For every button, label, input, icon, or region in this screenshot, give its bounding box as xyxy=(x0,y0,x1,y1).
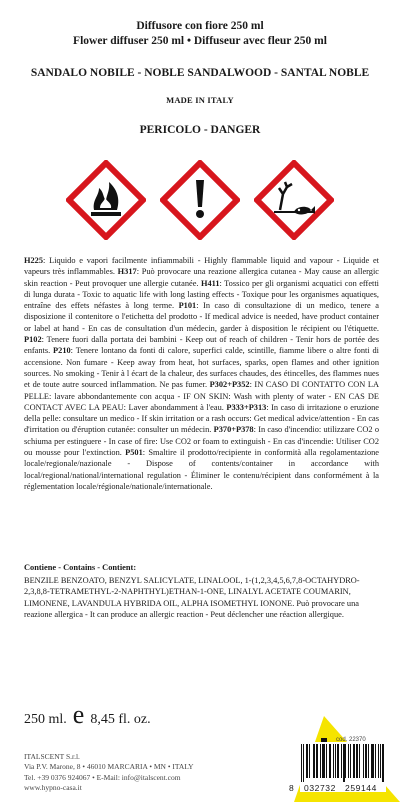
barcode-bar xyxy=(323,744,324,778)
statement-code: P333+P313 xyxy=(226,402,267,412)
barcode-bar xyxy=(363,744,364,778)
barcode-bar xyxy=(353,744,354,778)
estimated-sign-icon: e xyxy=(72,700,85,729)
statement-text: : In caso di consultazione di un medico, tenere a disposizione il contenitore o l'etichetta del prodotto - If medical advice is needed, have product container or label at hand - En cas de consultation d'un médecin, garder à disposition le récipient ou l'étiquette. xyxy=(24,301,379,333)
barcode-bar xyxy=(329,744,330,778)
barcode-bar xyxy=(337,744,338,778)
barcode-bar xyxy=(365,744,366,778)
barcode-bar xyxy=(341,744,342,778)
barcode-digit-first: 8 xyxy=(289,783,294,793)
statement-code: P302+P352 xyxy=(209,380,250,390)
statement-code: P210 xyxy=(53,346,71,356)
barcode-bar xyxy=(350,744,351,778)
barcode-bar xyxy=(382,744,383,782)
statement-code: P102 xyxy=(24,335,42,345)
statement-text: : In caso di irritazione o eruzione della pelle: consultare un medico - If skin irritation or a rash occurs: Get medical advice/attention - En cas d'irritation ou d'éruption cutanée: consulter un médecin. xyxy=(24,402,380,435)
statement-text: : Tenere fuori dalla portata dei bambini - Keep out of reach of children - Tenir hors de portée des enfants. xyxy=(24,335,379,356)
company-contact: Tel. +39 0376 924067 • E-Mail: info@italscent.com xyxy=(24,772,181,782)
barcode-bar xyxy=(345,744,346,778)
barcode-bar xyxy=(368,744,369,778)
barcode-bar xyxy=(380,744,381,778)
hazard-statements xyxy=(24,255,379,492)
statement-text: : IN CASO DI CONTATTO CON LA PELLE: lavare abbondantemente con acqua - IF ON SKIN: Wash with plenty of water - EN CAS DE CONTACT AVEC LA PEAU: Laver abondamment à l'eau. xyxy=(24,380,379,412)
company-name: ITALSCENT S.r.l. xyxy=(24,752,80,761)
barcode-bar xyxy=(359,744,360,778)
statement-text: : Tenere lontano da fonti di calore, superfici calde, scintille, fiamme libere o altre fonti di accensione. Non fumare - Keep away from heat, hot surfaces, sparks, open flames and other ignition sources. No smoking - Tenir à l écart de la chaleur, des surfaces chaudes, des étincelles, des flammes nues et de toute autre sourced inflammation. Ne pas fumer. xyxy=(24,346,379,390)
barcode-bar xyxy=(324,744,325,778)
barcode-bar xyxy=(330,744,331,778)
volume-imperial: 8,45 fl. oz. xyxy=(90,712,151,727)
barcode-bar xyxy=(313,744,314,778)
statement-code: H411 xyxy=(200,278,220,288)
statement-code: P501 xyxy=(125,448,143,458)
barcode-bar xyxy=(354,744,355,778)
exclamation-icon xyxy=(160,160,240,240)
statement-text: : Tossico per gli organismi acquatici con effetti di lunga durata - Toxic to aquatic life with long lasting effects - Toxique pour les organismes aquatiques, entraîne des effets néfastes à long terme. xyxy=(24,278,379,311)
barcode-bar xyxy=(383,744,384,782)
barcode-bar xyxy=(356,744,357,778)
barcode-bar xyxy=(322,744,323,778)
barcode-bar xyxy=(320,744,321,778)
volume-line xyxy=(24,702,151,728)
title-multilingual: Flower diffuser 250 ml • Diffuseur avec fleur 250 ml xyxy=(73,35,327,47)
volume-metric: 250 ml. xyxy=(24,712,67,727)
barcode-bar xyxy=(314,744,315,778)
environment-icon xyxy=(254,160,334,240)
barcode-bar xyxy=(316,744,317,778)
barcode-bar xyxy=(371,744,372,778)
company-address: Via P.V. Marone, 8 • 46010 MARCARIA • MN • ITALY xyxy=(24,762,194,772)
statement-code: P101 xyxy=(178,301,197,311)
barcode-bar xyxy=(333,744,334,778)
barcode-bar xyxy=(372,744,373,778)
statement-code: H317 xyxy=(117,267,137,277)
barcode-bar xyxy=(378,744,379,778)
flame-icon xyxy=(66,160,146,240)
signal-word: PERICOLO - DANGER xyxy=(139,124,261,136)
barcode-bar xyxy=(303,744,304,782)
barcode-bar xyxy=(301,744,302,782)
barcode-icon xyxy=(301,744,385,782)
barcode-bar xyxy=(344,744,345,782)
statement-code: H225 xyxy=(24,256,44,265)
barcode-bar xyxy=(366,744,367,778)
barcode-bar xyxy=(375,744,376,778)
product-name: SANDALO NOBILE - NOBLE SANDALWOOD - SANTAL NOBLE xyxy=(30,67,370,79)
barcode-bar xyxy=(348,744,349,778)
barcode-digits-left: 032732 xyxy=(304,783,336,793)
statement-text: : Può provocare una reazione allergica cutanea - May cause an allergic skin reaction - Peut provoquer une allergie cutanée. xyxy=(24,267,379,288)
barcode-bar xyxy=(306,744,307,778)
product-code: cod. 22370 xyxy=(336,737,366,743)
barcode-bar xyxy=(307,744,308,778)
statement-code: P370+P378 xyxy=(213,425,254,435)
barcode-digits-right: 259144 xyxy=(345,783,377,793)
company-info xyxy=(24,752,193,794)
title-italian: Diffusore con fiore 250 ml xyxy=(136,20,264,32)
company-website: www.hypno-casa.it xyxy=(24,783,82,793)
contents-heading: Contiene - Contains - Contient: xyxy=(24,563,137,572)
barcode-bar xyxy=(326,744,327,778)
barcode-bar xyxy=(357,744,358,778)
made-in-italy: MADE IN ITALY xyxy=(166,95,234,105)
barcode-bar xyxy=(343,744,344,782)
contents-list: BENZILE BENZOATO, BENZYL SALICYLATE, LINALOOL, 1-(1,2,3,4,5,6,7,8-OCTAHYDRO-2,3,8,8-TETRAMETHYL-2-NAPHTHYL)ETHAN-1-ONE, LINALYL ACETATE COUMARIN, LIMONENE, LAVANDULA HYBRIDA OIL, ALPHA ISOMETHYL IONONE. Può provocare una reazione allergica - It can produce an allergic reaction - Peut déclencher une réaction allergique. xyxy=(24,576,360,619)
statement-text: : In caso d'incendio: utilizzare CO2 o schiuma per estinguere - In case of fire: Use CO2 or foam to extinguish - En cas d'incendie: Utiliser CO2 ou mousse pour l'extinction. xyxy=(24,425,379,458)
statement-text: : Smaltire il prodotto/recipiente in conformità alla regolamentazione locale/regionale/nazionale - Dispose of contents/container in accordance with local/regional/national/international regulation - Éliminer le contenu/récipient dans conformément à la réglementation locale/régionale/nationale/internationale. xyxy=(24,448,379,491)
barcode-bar xyxy=(373,744,374,778)
barcode-bar xyxy=(335,744,336,778)
statement-text: : Liquido e vapori facilmente infiammabili - Highly flammable liquid and vapour - Liquide et vapeurs très inflammables. xyxy=(24,256,379,277)
barcode-bar xyxy=(309,744,310,778)
barcode-bar xyxy=(317,744,318,778)
barcode-bar xyxy=(338,744,339,778)
